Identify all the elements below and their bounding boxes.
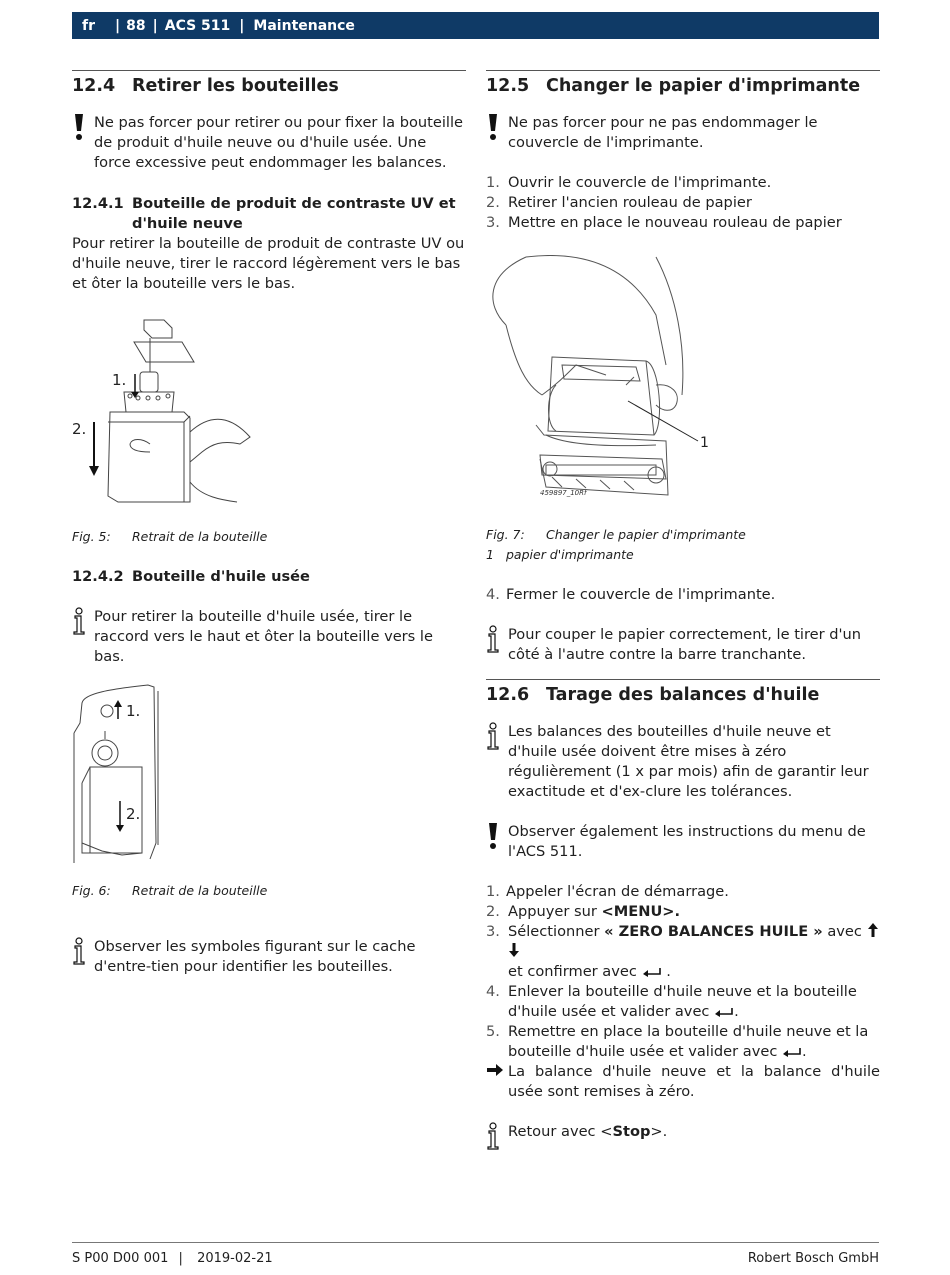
arrow-up-icon <box>867 922 879 938</box>
body-paragraph: Pour retirer la bouteille de produit de contraste UV ou d'huile neuve, tirer le raccord légèrement vers le bas et ôter la bouteille vers le bas. <box>72 235 465 292</box>
info-icon <box>72 607 90 635</box>
bottle-removal-illustration <box>72 312 272 507</box>
figure-legend: 1 papier d'imprimante <box>486 547 634 562</box>
list-item: 1. Appeler l'écran de démarrage. <box>486 883 729 900</box>
list-item: 3. Mettre en place le nouveau rouleau de papier <box>486 214 842 231</box>
fig5-step1-label: 1. <box>112 371 127 389</box>
section-12-6-heading: 12.6 Tarage des balances d'huile <box>486 685 820 705</box>
header-sep: | <box>152 17 158 34</box>
header-sep: | <box>239 17 245 34</box>
list-item: 4. Enlever la bouteille d'huile neuve et la bouteille d'huile usée et valider avec . <box>486 983 857 1020</box>
list-item: 2. Appuyer sur <MENU>. <box>486 903 681 920</box>
info-icon <box>486 722 504 750</box>
info-text: Observer les symboles figurant sur le cache d'entre-tien pour identifier les bouteilles. <box>94 938 416 975</box>
list-item: 2. Retirer l'ancien rouleau de papier <box>486 194 752 211</box>
section-12-4-heading: 12.4 Retirer les bouteilles <box>72 76 339 96</box>
figure-caption: Fig. 6: Retrait de la bouteille <box>72 883 268 898</box>
info-note <box>486 722 880 802</box>
info-icon <box>486 625 504 653</box>
header-product: ACS 511 <box>164 17 231 34</box>
printer-paper-illustration <box>486 255 726 505</box>
right-column <box>486 70 880 1142</box>
list-item: 4. Fermer le couvercle de l'imprimante. <box>486 586 776 603</box>
fig7-callout-label: 1 <box>700 435 709 451</box>
info-text: Pour retirer la bouteille d'huile usée, tirer le raccord vers le haut et ôter la bouteille vers le bas. <box>94 608 433 665</box>
info-note <box>72 607 466 667</box>
info-note <box>486 625 880 665</box>
warning-note <box>72 113 466 173</box>
printer-steps-list <box>486 173 880 233</box>
info-text: Pour couper le papier correctement, le tirer d'un côté à l'autre contre la barre tranchante. <box>508 626 862 663</box>
header-page: 88 <box>126 17 146 34</box>
enter-key-icon <box>642 967 662 977</box>
header-lang: fr <box>82 17 95 34</box>
fig7-drawing-code: 459897_10Rf <box>540 489 587 497</box>
fig6-step2-label: 2. <box>126 805 141 823</box>
footer-sep: | <box>178 1251 183 1266</box>
tare-steps-list <box>486 882 880 1102</box>
warning-text: Ne pas forcer pour retirer ou pour fixer la bouteille de produit d'huile neuve ou d'huile usée. Une force excessive peut endommager les balances. <box>94 114 463 171</box>
footer-company: Robert Bosch GmbH <box>747 1251 879 1266</box>
arrow-right-icon <box>486 1062 504 1078</box>
figure-caption: Fig. 7: Changer le papier d'imprimante <box>486 527 746 542</box>
warning-note <box>486 113 880 153</box>
list-item: 3. Sélectionner « ZERO BALANCES HUILE » avec et confirmer avec . <box>486 922 880 982</box>
warning-text: Ne pas forcer pour ne pas endommager le couvercle de l'imprimante. <box>508 114 818 151</box>
page-footer <box>72 1242 879 1269</box>
footer-date: 2019-02-21 <box>197 1251 273 1266</box>
list-item-result: La balance d'huile neuve et la balance d'huile usée sont remises à zéro. <box>486 1062 880 1102</box>
warning-text: Observer également les instructions du menu de l'ACS 511. <box>508 823 866 860</box>
list-item: 1. Ouvrir le couvercle de l'imprimante. <box>486 174 772 191</box>
header-sep: | <box>115 17 121 34</box>
info-text: Les balances des bouteilles d'huile neuve et d'huile usée doivent être mises à zéro régulièrement (1 x par mois) afin de garantir leur exactitude et d'ex-clure les tolérances. <box>508 723 869 800</box>
list-item: 5. Remettre en place la bouteille d'huile neuve et la bouteille d'huile usée et valider avec . <box>486 1023 869 1060</box>
exclamation-icon <box>486 822 500 850</box>
exclamation-icon <box>486 113 500 141</box>
section-12-5-heading: 12.5 Changer le papier d'imprimante <box>486 76 861 96</box>
info-note <box>72 937 466 977</box>
arrow-down-icon <box>508 942 520 958</box>
info-icon <box>486 1122 504 1150</box>
figure-caption: Fig. 5: Retrait de la bouteille <box>72 529 268 544</box>
enter-key-icon <box>714 1007 734 1017</box>
section-12-4-2-heading: 12.4.2 Bouteille d'huile usée <box>72 568 310 585</box>
warning-note <box>486 822 880 862</box>
page-header <box>72 12 879 39</box>
info-note <box>486 1122 880 1142</box>
fig5-step2-label: 2. <box>72 420 87 438</box>
footer-doc-number: S P00 D00 001 <box>72 1251 169 1266</box>
info-text: Retour avec <Stop>. <box>508 1123 668 1140</box>
info-icon <box>72 937 90 965</box>
fig6-step1-label: 1. <box>126 702 141 720</box>
enter-key-icon <box>782 1047 802 1057</box>
used-oil-bottle-illustration <box>72 683 172 873</box>
printer-steps-list-2 <box>486 585 880 605</box>
section-12-4-1-heading: 12.4.1 Bouteille de produit de contraste UV et d'huile neuve <box>72 195 456 232</box>
header-chapter: Maintenance <box>253 17 355 34</box>
exclamation-icon <box>72 113 86 141</box>
left-column <box>72 70 466 977</box>
